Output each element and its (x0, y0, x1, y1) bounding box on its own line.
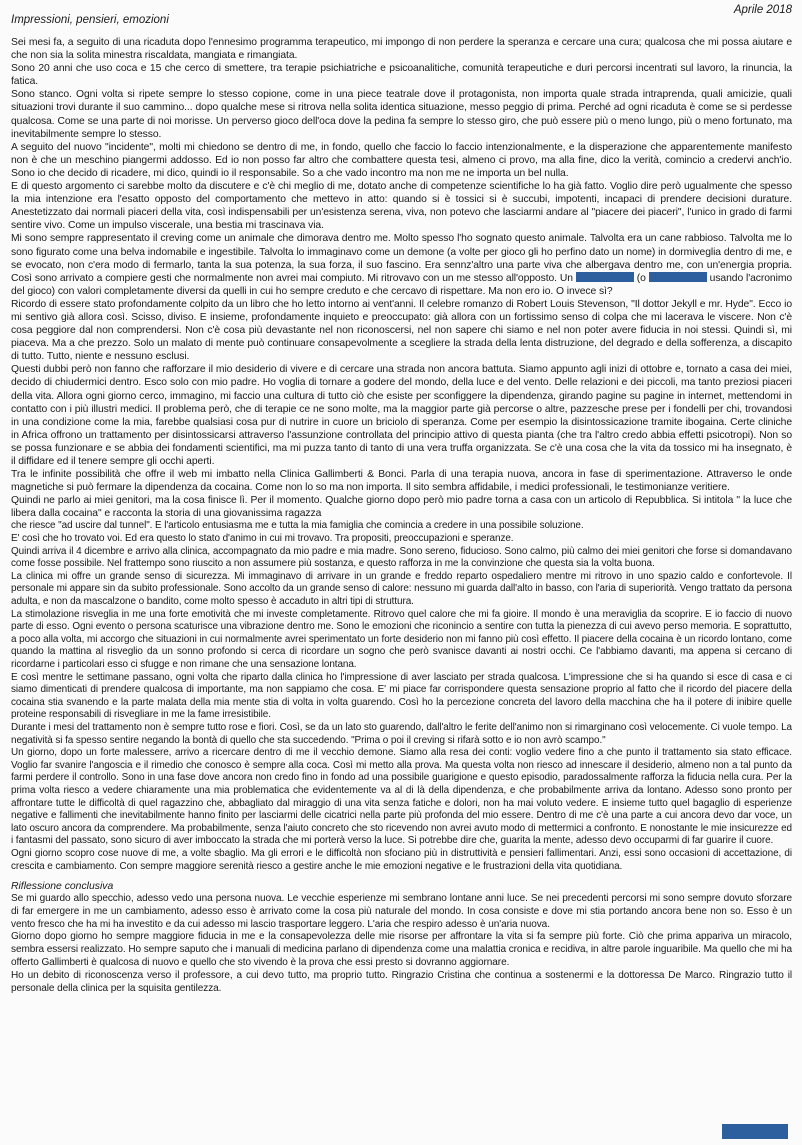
paragraph-text: Mi sono sempre rappresentato il creving come un animale che dimorava dentro me. Molto spesso l'ho sognato questo animale. Talvolta era un cane rabbioso. Talvolta me lo sono figurato come una belva indomabile e ingestibile. Talvolta lo immaginavo come un demone (a volte per gioco gli ho perfino dato un nome) in dormiveglia dentro di me, e se evocato, non c'era modo di fermarlo, tanta la sua potenza, la sua forza, il suo fascino. Era sennz'altro una parte viva che albergava dentro me, con un'energia propria. Così sono arrivato a compiere gesti che normalmente non avrei mai compiuto. Mi ritrovavo con un me stesso all'opposto. (11, 233, 792, 284)
paragraph: Sono stanco. Ogni volta si ripete sempre lo stesso copione, come in una piece teatrale dove il protagonista, non importa quale strada intraprenda, quali amicizie, quali situazioni trovi durante il suo cammino... dopo qualche mese si ritrova nella solita identica situazione, messo peggio di prima. Perché ad ogni ricaduta è come se si perdesse qualcosa. Come se una parte di noi morisse. Un perverso gioco dell'oca dove la pedina fa sempre lo stesso giro, che può essere più o meno lungo, più o meno fortunato, ma inevitabilmente sempre lo stesso. (11, 89, 792, 140)
redaction-box-corner (722, 1124, 788, 1139)
paragraph-with-redaction: Mi sono sempre rappresentato il creving come un animale che dimorava dentro me. Molto spesso l'ho sognato questo animale. Talvolta era un cane rabbioso. Talvolta me lo sono figurato come una belva indomabile e ingestibile. Talvolta lo immaginavo come un demone (a volte per gioco gli ho perfino dato un nome) in dormiveglia dentro di me, e se evocato, non c'era modo di fermarlo, tanta la sua potenza, la sua forza, il suo fascino. Era sennz'altro una parte viva che albergava dentro me, con un'energia propria. Così sono arrivato a compiere gesti che normalmente non avrei mai compiuto. Mi ritrovavo con un me stesso all'opposto. Un (o usando l'acronimo del gioco) con valori completamente diversi da quelli in cui ho sempre creduto e che cercavo di rispettare. Ma non ero io. O invece sì? (11, 233, 793, 297)
paragraph: Ogni giorno scopro cose nuove di me, a volte sbaglio. Ma gli errori e le difficoltà non sfociano più in distruttività e pensieri fallimentari. Anzi, essi sono occasioni di accettazione, di crescita e cambiamento. Con sempre maggiore serenità riesco a gestire anche le mie emozioni negative e le frustrazioni della vita quotidiana. (11, 847, 792, 872)
paragraph: Questi dubbi però non fanno che rafforzare il mio desiderio di vivere e di cercare una strada non ancora battuta. Siamo appunto agli inizi di ottobre e, tornato a casa dei miei, decido di chiudermici dentro. Esco solo con mio padre. Ho voglia di tornare a godere del mondo, della luce e del vento. Delle relazioni e dei piccoli, ma tanto preziosi piaceri della vita. Allora ogni giorno cerco, immagino, mi faccio una cultura di tutto ciò che esiste per sconfiggere la dipendenza, girando pagine su pagine in internet, mettendomi in contatto con i più illustri medici. Il problema però, che di terapie ce ne sono molte, ma la maggior parte già percorse o altre, pazzesche prese per i fondelli per chi, trovandosi in una condizione come la mia, farebbe qualsiasi cosa pur di nutrire in cuore un briciolo di speranza. Come per esempio la disintossicazione tramite ibogaina. Certe cliniche in Africa offrono un trattamento per disintossicarsi attraverso l'assunzione controllata del principio attivo di questa pianta (che tra l'altro credo abbia effetti psicotropi). Non so se possa funzionare e se abbia dei fondamenti scientifici, ma mi puzza tanto di tanto di una vera truffa organizzata. Se c'è una cosa che la vita da tossico mi ha insegnato, è il diffidare ed il tenere sempre gli occhi aperti. (11, 364, 792, 467)
paragraph: E di questo argomento ci sarebbe molto da discutere e c'è chi meglio di me, dotato anche di competenze scientifiche lo ha già fatto. Voglio dire però ugualmente che spesso la mia intenzione era l'esatto opposto del comportamento che mettevo in atto: quando si è tossici si è succubi, impotenti, incapaci di prendere decisioni durature. Anestetizzato dai normali piaceri della vita, così indispensabili per un'esistenza serena, viva, non potevo che lasciarmi andare al "piacere dei piaceri", l'unico in grado di farmi sentire vivo. Come un impulso viscerale, una bestia mi trascinava via. (11, 181, 792, 232)
conclusion-heading: Riflessione conclusiva (11, 881, 114, 893)
paragraph: A seguito del nuovo "incidente", molti mi chiedono se dentro di me, in fondo, quello che faccio lo faccio intenzionalmente, e la disperazione che apparentemente manifesto non è che un meschino piangermi addosso. Ed io non posso far altro che combattere questa tesi, almeno ci provo, ma alla fine, dico la verità, comincio a credervi anch'io. Sono io che decido di ricadere, mi dico, quindi io il responsabile. So a che vado incontro ma non me ne importa un bel nulla. (11, 141, 792, 179)
paragraph: Durante i mesi del trattamento non è sempre tutto rose e fiori. Così, se da un lato sto guarendo, dall'altro le ferite dell'animo non si rimarginano così velocemente. Ci vuole tempo. La negatività si fa spesso sentire negando la bontà di quello che sta succedendo. "Prima o poi il creving si rifarà sotto e io non avrò scampo." (11, 721, 792, 746)
redaction-after-text: usando l'acronimo del gioco) con valori completamente diversi da quelli in cui ho sempre creduto e che cercavo di rispettare. Ma non ero io. O invece sì? (11, 272, 793, 297)
paragraph: Ricordo di essere stato profondamente colpito da un libro che ho letto intorno ai vent'anni. Il celebre romanzo di Robert Louis Stevenson, "Il dottor Jekyll e mr. Hyde". Ecco io mi sentivo già allora così. Scisso, diviso. E insieme, profondamente inquieto e preoccupato: già allora con un fortissimo senso di colpa che mi lacerava le viscere. Non c'è cosa peggiore dal non comprendersi. Non c'è cosa più devastante nel non riconoscersi, nel non sapere chi siamo e nel non poter avere fiducia in noi stessi. Quindi sì, mi piaceva. Ma a che prezzo. Solo un malato di mente può continuare consapevolmente a scegliere la strada della lenta distruzione, del degrado e della sofferenza, a discapito di tutto. Tutto, niente e nessuno esclusi. (11, 298, 792, 363)
paragraph: Sei mesi fa, a seguito di una ricaduta dopo l'ennesimo programma terapeutico, mi impongo di non perdere la speranza e cercare una cura; qualcosa che mi possa aiutare e che non sia la solita minestra riscaldata, mangiata e rimangiata. (11, 37, 792, 62)
redaction-box (649, 272, 707, 282)
paragraph: E così mentre le settimane passano, ogni volta che riparto dalla clinica ho l'impressione di aver lasciato per strada qualcosa. L'impressione che si ha quando si esce di casa e ci siamo dimenticati di prendere qualcosa di importante, ma non sappiamo che cosa. E' mi piace far corrispondere questa sensazione proprio al fatto che il ricordo del piacere della cocaina stia svanendo e la parte malata della mia mente stia di volta in volta guarendo. Così ho la percezione concreta del lavoro della macchina che ha il potere di inibire quelle proteine responsabili di risvegliare in me la fame irresistibile. (11, 671, 792, 721)
document-title: Impressioni, pensieri, emozioni (11, 14, 169, 26)
paragraph: E' così che ho trovato voi. Ed era questo lo stato d'animo in cui mi trovavo. Tra propositi, preoccupazioni e speranze. (11, 533, 514, 545)
redaction-middle-text: (o (636, 272, 646, 284)
paragraph: La clinica mi offre un grande senso di sicurezza. Mi immaginavo di arrivare in un grande e freddo reparto ospedaliero mentre mi ritrovo in uno spazio caldo e confortevole. Il personale mi appare sin da subito professionale. Sono accolto da un grande senso di calore: nessuno mi guarda dall'alto in basso, con l'aria di superiorità. Vengo trattato da persona adulta, e non da mascalzone o bandito, come molto spesso è accaduto in altri tipi di struttura. (11, 570, 792, 608)
conclusion-paragraph: Giorno dopo giorno ho sempre maggiore fiducia in me e la consapevolezza delle mie risorse per affrontare la vita si fa sempre più forte. Ciò che prima appariva un miracolo, sembra essersi realizzato. Ho sempre saputo che i manuali di medicina parlano di dipendenza come una malattia cronica e recidiva, in altre parole inguaribile. Ma quello che mi ha offerto Gallimberti è qualcosa di nuovo e quello che sto vivendo è la prova che essi presto si dovranno aggiornare. (11, 931, 793, 969)
paragraph: Tra le infinite possibilità che offre il web mi imbatto nella Clinica Gallimberti & Bonci. Parla di una terapia nuova, ancora in fase di sperimentazione. Attraverso le onde magnetiche si può fermare la dipendenza da cocaina. Come non lo so ma non importa. Il sito sembra affidabile, i medici professionali, le testimonianze veritiere. (11, 469, 792, 494)
paragraph: Quindi arriva il 4 dicembre e arrivo alla clinica, accompagnato da mio padre e mia madre. Sono sereno, fiducioso. Sono calmo, più calmo dei miei genitori che forse si domandavano come fosse possibile. Nel frattempo sono riuscito a non assumere più sostanza, e questo rafforza in me la convinzione che questa sia la volta buona. (11, 545, 792, 570)
paragraph: Un giorno, dopo un forte malessere, arrivo a ricercare dentro di me il vecchio demone. Siamo alla resa dei conti: voglio vedere fino a che punto il trattamento sia stato efficace. Voglio far svanire l'angoscia e il rimedio che conosco è sempre alla coca. Così mi metto alla prova. Ma questa volta non riesco ad innescare il desiderio, almeno non a tal punto da farmi perdere il controllo. Sono in una fase dove ancora non credo fino in fondo ad una possibile guarigione e questo episodio, paradossalmente rafforza la fiducia nella cura. Per la prima volta riesco a vedere chiaramente una mia problematica che evidentemente va al di là della dipendenza, e che probabilmente arriva da lontano. Adesso sono pronto per affrontare tutte le difficoltà di quel ragazzino che, abbagliato dal miraggio di una vita senza fatiche e dolori, non ha mai voluto vedere. E insieme tutto quel bagaglio di esperienze negative e fallimenti che inevitabilmente hanno finito per lasciarmi delle cicatrici nella parte più profonda del mio essere. Dentro di me c'è una parte a cui ancora devo dar voce, un lato oscuro ancora da comprendere. Ma probabilmente, senza l'aiuto concreto che sto ricevendo non avrei avuto modo di mettermici a confronto. E nonostante le mie insicurezze ed i fantasmi del passato, sono sicuro di aver imboccato la strada che mi porterà verso la luce. Si potrebbe dire che, guarita la mente, adesso devo occuparmi di far guarire il cuore. (11, 747, 792, 847)
paragraph: che riesce "ad uscire dal tunnel". E l'articolo entusiasma me e tutta la mia famiglia che comincia a credere in una possibile soluzione. (11, 520, 584, 532)
paragraph: Quindi ne parlo ai miei genitori, ma la cosa finisce lì. Per il momento. Qualche giorno dopo però mio padre torna a casa con un articolo di Repubblica. Si intitola " la luce che libera dalla cocaina" e racconta la storia di una giovanissima ragazza (11, 495, 792, 520)
paragraph: Sono 20 anni che uso coca e 15 che cerco di smettere, tra terapie psichiatriche e psicoanalitiche, comunità terapeutiche e duri percorsi incentrati sul lavoro, la rinuncia, la fatica. (11, 63, 792, 88)
conclusion-paragraph: Ho un debito di riconoscenza verso il professore, a cui devo tutto, ma proprio tutto. Ringrazio Cristina che continua a sostenermi e la dottoressa De Marco. Ringrazio tutto il personale della clinica per la squisita gentilezza. (11, 969, 792, 994)
document-body (11, 36, 792, 995)
paragraph: La stimolazione risveglia in me una forte emotività che mi investe completamente. Ritrovo quel calore che mi fa gioire. Il mondo è una meraviglia da scoprire. E io faccio di nuovo parte di esso. Ogni evento o persona scaturisce una vibrazione dentro me. Sono le emozioni che riconincio a sentire con tutta la pienezza di cui avevo perso memoria. E soprattutto, a poco alla volta, mi accorgo che situazioni in cui normalmente avrei sperimentato un forte desiderio non mi fanno più così effetto. Il piacere della cocaina è un ricordo lontano, come quando la mattina al risveglio da un sonno profondo si cerca di ricordare un sogno che però svanisce davanti ai nostri occhi. Ce l'abbiamo davanti, ma appena si cercano di ricordarne i particolari esso ci sfugge e non rimane che una sensazione lontana. (11, 608, 792, 670)
conclusion-paragraph: Se mi guardo allo specchio, adesso vedo una persona nuova. Le vecchie esperienze mi sembrano lontane anni luce. Se nei precedenti percorsi mi sono sempre dovuto sforzare di far emergere in me un cambiamento, adesso esso è arrivato come la cosa più naturale del mondo. In cosa consiste e dove mi stia portando ancora bene non so. Esso è un vento fresco che ha mi ha investito e da cui adesso mi lascio trasportare leggero. L'aria che respiro adesso è un'aria nuova. (11, 893, 792, 930)
redaction-box (576, 272, 634, 282)
document-date: Aprile 2018 (733, 4, 792, 16)
